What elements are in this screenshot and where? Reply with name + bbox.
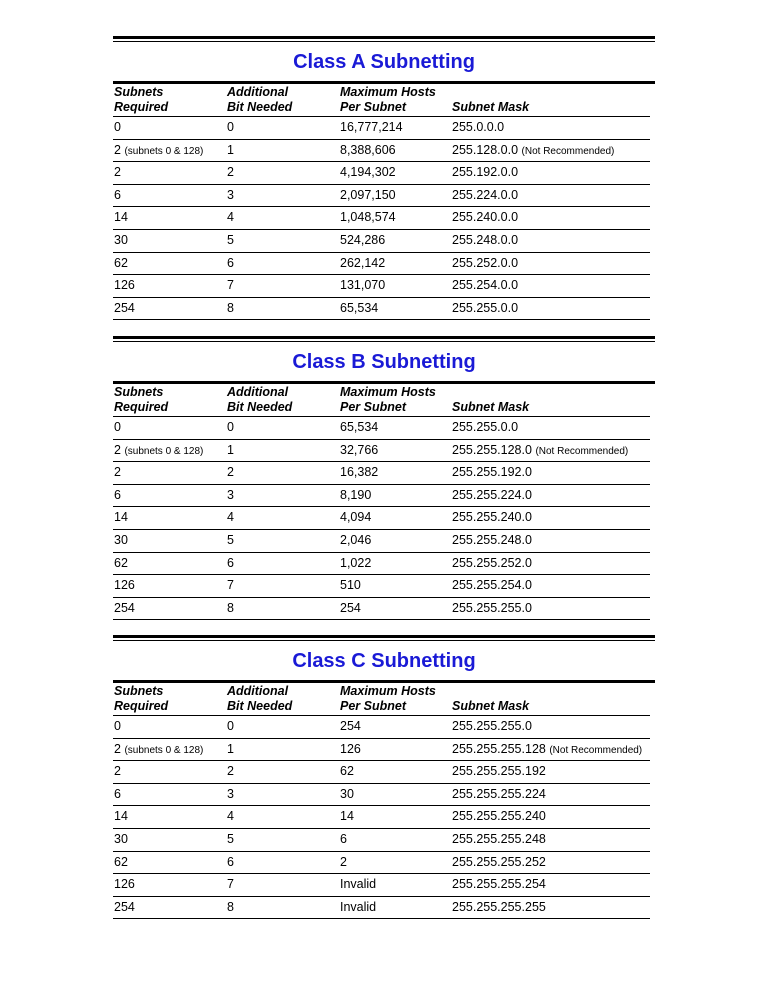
subnet-section: [113, 336, 655, 620]
table-body: [113, 416, 650, 620]
cell-bits: 1: [227, 142, 234, 157]
table-row: [113, 162, 650, 185]
table-row: [113, 829, 650, 852]
cell-subnets: 2 (subnets 0 & 128): [114, 741, 204, 756]
cell-hosts: 524,286: [340, 232, 386, 247]
table-row: [113, 784, 650, 807]
table-row: [113, 806, 650, 829]
cell-mask: 255.128.0.0 (Not Recommended): [452, 142, 615, 157]
cell-mask: 255.255.255.248: [452, 831, 546, 846]
table-row: [113, 553, 650, 576]
cell-mask: 255.192.0.0: [452, 165, 519, 180]
cell-subnets: 126: [114, 877, 135, 892]
cell-hosts: 510: [340, 578, 361, 593]
cell-bits: 2: [227, 764, 234, 779]
cell-bits: 8: [227, 300, 234, 315]
top-rule-thin: [113, 640, 655, 641]
cell-mask: 255.255.128.0 (Not Recommended): [452, 442, 629, 457]
header-subnet-mask: Subnet Mask: [452, 100, 530, 114]
cell-bits: 5: [227, 232, 234, 247]
cell-hosts: 8,190: [340, 487, 372, 502]
section-title: Class C Subnetting: [292, 650, 476, 672]
header-subnets-required: Subnets Required: [114, 684, 169, 713]
cell-subnets: 126: [114, 278, 135, 293]
cell-subnets: 6: [114, 487, 121, 502]
table-row: [113, 440, 650, 463]
cell-subnets: 30: [114, 532, 128, 547]
header-additional-bit: Additional Bit Needed: [227, 684, 293, 713]
cell-hosts: 4,194,302: [340, 165, 396, 180]
header-max-hosts: Maximum Hosts Per Subnet: [340, 684, 436, 713]
cell-hosts: 62: [340, 764, 354, 779]
cell-subnets: 2: [114, 165, 121, 180]
cell-bits: 6: [227, 854, 234, 869]
cell-hosts: 14: [340, 809, 354, 824]
top-rule: [113, 36, 655, 39]
top-rule: [113, 635, 655, 638]
cell-bits: 3: [227, 487, 234, 502]
cell-hosts: 65,534: [340, 420, 379, 434]
cell-mask: 255.224.0.0: [452, 187, 519, 202]
cell-bits: 7: [227, 877, 234, 892]
cell-hosts: 32,766: [340, 442, 379, 457]
cell-subnets: 62: [114, 555, 128, 570]
header-max-hosts: Maximum Hosts Per Subnet: [340, 385, 436, 414]
cell-bits: 7: [227, 278, 234, 293]
cell-subnets: 0: [114, 420, 121, 434]
table-row: [113, 185, 650, 208]
cell-mask: 255.255.192.0: [452, 465, 532, 480]
top-rule-thin: [113, 41, 655, 42]
table-row: [113, 275, 650, 298]
not-recommended-note: (Not Recommended): [549, 744, 643, 756]
cell-subnets: 6: [114, 786, 121, 801]
cell-bits: 5: [227, 831, 234, 846]
subnets-note: (subnets 0 & 128): [124, 744, 204, 756]
header-subnets-required: Subnets Required: [114, 85, 169, 114]
table-row: [113, 253, 650, 276]
cell-bits: 0: [227, 120, 234, 134]
cell-hosts: Invalid: [340, 877, 377, 892]
header-additional-bit: Additional Bit Needed: [227, 85, 293, 114]
cell-hosts: 8,388,606: [340, 142, 396, 157]
cell-hosts: 2: [340, 854, 347, 869]
cell-bits: 2: [227, 165, 234, 180]
cell-mask: 255.252.0.0: [452, 255, 519, 270]
cell-mask: 255.255.240.0: [452, 510, 532, 525]
cell-hosts: 1,022: [340, 555, 372, 570]
cell-subnets: 2 (subnets 0 & 128): [114, 442, 204, 457]
cell-bits: 6: [227, 255, 234, 270]
cell-bits: 7: [227, 578, 234, 593]
cell-mask: 255.255.255.255: [452, 899, 546, 914]
cell-mask: 255.255.0.0: [452, 300, 519, 315]
cell-mask: 255.255.252.0: [452, 555, 532, 570]
cell-mask: 255.254.0.0: [452, 278, 519, 293]
header-max-hosts: Maximum Hosts Per Subnet: [340, 85, 436, 114]
table-body: [113, 116, 650, 320]
cell-mask: 255.255.255.252: [452, 854, 546, 869]
top-rule-thin: [113, 341, 655, 342]
table-row: [113, 852, 650, 875]
cell-subnets: 14: [114, 510, 128, 525]
cell-hosts: Invalid: [340, 899, 377, 914]
cell-hosts: 2,046: [340, 532, 372, 547]
table-row: [113, 417, 650, 440]
table-row: [113, 761, 650, 784]
cell-subnets: 254: [114, 300, 135, 315]
cell-subnets: 2: [114, 764, 121, 779]
cell-bits: 0: [227, 420, 234, 434]
subnets-note: (subnets 0 & 128): [124, 145, 204, 157]
cell-hosts: 16,777,214: [340, 120, 403, 134]
cell-mask: 255.255.255.192: [452, 764, 546, 779]
table-header: [113, 84, 655, 116]
cell-mask: 255.255.255.128 (Not Recommended): [452, 741, 643, 756]
table-row: [113, 140, 650, 163]
cell-bits: 5: [227, 532, 234, 547]
cell-bits: 3: [227, 187, 234, 202]
subnet-section: [113, 635, 655, 919]
section-title: Class A Subnetting: [293, 51, 475, 73]
cell-mask: 255.255.254.0: [452, 578, 532, 593]
table-row: [113, 739, 650, 762]
table-row: [113, 298, 650, 321]
table-row: [113, 507, 650, 530]
table-body: [113, 715, 650, 919]
cell-hosts: 1,048,574: [340, 210, 396, 225]
cell-bits: 4: [227, 210, 234, 225]
section-title: Class B Subnetting: [292, 351, 476, 373]
cell-subnets: 126: [114, 578, 135, 593]
cell-mask: 255.255.255.254: [452, 877, 546, 892]
table-row: [113, 716, 650, 739]
table-row: [113, 874, 650, 897]
cell-mask: 255.255.255.224: [452, 786, 546, 801]
cell-hosts: 65,534: [340, 300, 379, 315]
table-row: [113, 530, 650, 553]
cell-subnets: 254: [114, 600, 135, 615]
cell-subnets: 30: [114, 831, 128, 846]
table-header: [113, 384, 655, 416]
cell-subnets: 14: [114, 809, 128, 824]
table-row: [113, 207, 650, 230]
cell-bits: 1: [227, 741, 234, 756]
cell-subnets: 62: [114, 854, 128, 869]
cell-mask: 255.240.0.0: [452, 210, 519, 225]
table-row: [113, 575, 650, 598]
cell-hosts: 2,097,150: [340, 187, 396, 202]
header-subnets-required: Subnets Required: [114, 385, 169, 414]
cell-bits: 8: [227, 899, 234, 914]
cell-mask: 255.255.255.240: [452, 809, 546, 824]
not-recommended-note: (Not Recommended): [521, 145, 615, 157]
cell-mask: 255.0.0.0: [452, 120, 505, 134]
cell-subnets: 14: [114, 210, 128, 225]
cell-bits: 4: [227, 510, 234, 525]
cell-hosts: 131,070: [340, 278, 386, 293]
header-subnet-mask: Subnet Mask: [452, 400, 530, 414]
cell-bits: 4: [227, 809, 234, 824]
cell-hosts: 4,094: [340, 510, 372, 525]
not-recommended-note: (Not Recommended): [535, 445, 629, 457]
top-rule: [113, 336, 655, 339]
cell-subnets: 254: [114, 899, 135, 914]
cell-mask: 255.255.255.0: [452, 600, 532, 615]
cell-hosts: 30: [340, 786, 354, 801]
cell-hosts: 254: [340, 600, 361, 615]
cell-mask: 255.248.0.0: [452, 232, 519, 247]
cell-hosts: 254: [340, 719, 361, 733]
cell-mask: 255.255.248.0: [452, 532, 532, 547]
subnet-section: [113, 36, 655, 320]
cell-bits: 1: [227, 442, 234, 457]
header-subnet-mask: Subnet Mask: [452, 699, 530, 713]
table-row: [113, 462, 650, 485]
cell-hosts: 6: [340, 831, 347, 846]
cell-subnets: 62: [114, 255, 128, 270]
header-additional-bit: Additional Bit Needed: [227, 385, 293, 414]
cell-subnets: 2: [114, 465, 121, 480]
table-header: [113, 683, 655, 715]
cell-hosts: 262,142: [340, 255, 386, 270]
table-row: [113, 598, 650, 621]
subnets-note: (subnets 0 & 128): [124, 445, 204, 457]
cell-mask: 255.255.224.0: [452, 487, 532, 502]
cell-mask: 255.255.255.0: [452, 719, 532, 733]
cell-bits: 2: [227, 465, 234, 480]
table-row: [113, 897, 650, 920]
cell-bits: 3: [227, 786, 234, 801]
cell-subnets: 2 (subnets 0 & 128): [114, 142, 204, 157]
cell-mask: 255.255.0.0: [452, 420, 519, 434]
cell-bits: 0: [227, 719, 234, 733]
table-row: [113, 485, 650, 508]
table-row: [113, 230, 650, 253]
table-row: [113, 117, 650, 140]
cell-bits: 8: [227, 600, 234, 615]
cell-hosts: 16,382: [340, 465, 379, 480]
cell-hosts: 126: [340, 741, 361, 756]
cell-subnets: 0: [114, 719, 121, 733]
cell-subnets: 0: [114, 120, 121, 134]
cell-subnets: 30: [114, 232, 128, 247]
cell-bits: 6: [227, 555, 234, 570]
cell-subnets: 6: [114, 187, 121, 202]
